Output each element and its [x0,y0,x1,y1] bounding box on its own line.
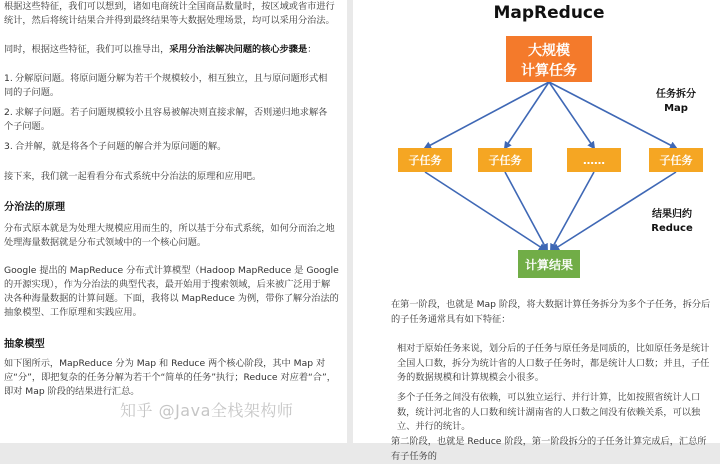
section-heading-principle: 分治法的原理 [4,202,66,213]
section-heading-model: 抽象模型 [4,339,45,350]
step-text: 分解原问题。将原问题分解为若干个规模较小，相互独立，且与原问题形式相同的子问题。 [4,73,328,98]
paragraph-model: 如下图所示，MapReduce 分为 Map 和 Reduce 两个核心阶段，其中 Map 对应“分”，即把复杂的任务分解为若干个“简单的任务”执行；Reduce 对应着“合”，即对 Map 阶段的结果进行汇总。 [4,358,336,397]
paragraph-map-phase: 在第一阶段，也就是 Map 阶段，将大数据计算任务拆分为多个子任务，拆分后的子任务通常具有如下特征： [391,299,711,325]
right-article-page [353,0,720,462]
split-arrow-1 [425,82,549,148]
mapreduce-diagram [353,0,720,290]
subtask-node-1 [398,148,452,172]
result-label: 计算结果 [524,258,574,272]
step-number: 2. [4,107,13,118]
subtask-label: 子任务 [488,154,522,167]
core-steps-suffix: ： [307,44,317,55]
subtask-label: 子任务 [659,154,693,167]
paragraph-distributed: 分布式原本就是为处理大规模应用而生的，所以基于分布式系统，如何分而治之地处理海量数据就是分布式领域中的一个核心问题。 [4,223,335,248]
step-number: 3. [4,141,13,152]
paragraph-reduce-phase: 第二阶段，也就是 Reduce 阶段，第一阶段拆分的子任务计算完成后，汇总所有子任务的 [391,436,707,462]
subtask-node-4 [649,148,703,172]
paragraph-next: 接下来，我们就一起看看分布式系统中分治法的原理和应用吧。 [4,171,262,182]
reduce-label: Reduce [651,223,693,234]
paragraph-intro: 根据这些特征，我们可以想到，诸如电商统计全国商品数量时，按区域或省市进行统计，然后将统计结果合并得到最终结果等大数据处理场景，均可以采用分治法。 [4,1,335,26]
split-arrows [425,82,676,148]
core-steps-bold: 采用分治法解决问题的核心步骤是 [169,44,308,55]
split-arrow-2 [505,82,549,148]
diagram-title: MapReduce [493,3,605,23]
map-label: Map [664,103,688,114]
step-text: 求解子问题。若子问题规模较小且容易被解决则直接求解，否则递归地求解各个子问题。 [4,107,328,132]
list-item-step-3 [4,140,334,154]
left-article-page [0,0,347,443]
list-item-step-2 [4,106,334,134]
watermark: 知乎 @Java全栈架构师 [120,401,294,420]
subtask-label: 子任务 [408,154,442,167]
merge-arrow-1 [425,172,545,250]
step-number: 1. [4,73,13,84]
paragraph-mapreduce: Google 提出的 MapReduce 分布式计算模型（Hadoop MapReduce 是 Google 的开源实现），作为分治法的典型代表，最开始用于搜索领域，后来被广泛用于解决各种海量数据的计算问题。下面，我将以 MapReduce 为例，带你了解分治法的抽象模型、工作原理和实践应用。 [4,265,339,318]
subtask-node-3 [567,148,621,172]
paragraph-core-steps [4,43,339,57]
subtask-node-2 [478,148,532,172]
subtask-label: …… [583,154,605,167]
core-steps-prefix: 同时，根据这些特征，我们可以推导出， [4,44,170,55]
split-label: 任务拆分 [656,89,696,100]
root-task-label-1: 大规模 [528,43,570,59]
merge-label: 结果归约 [652,209,692,220]
root-task-label-2: 计算任务 [521,63,577,79]
merge-arrows [425,172,676,250]
quote-homogeneous: 相对于原始任务来说，划分后的子任务与原任务是同质的，比如原任务是统计全国人口数，拆分为统计省的人口数子任务时，都是统计人口数；并且，子任务的数据规模和计算规模会小很多。 [397,343,710,383]
step-text: 合并解，就是将各个子问题的解合并为原问题的解。 [15,141,227,152]
list-item-step-1 [4,72,334,100]
split-arrow-3 [549,82,594,148]
quote-independent: 多个子任务之间没有依赖，可以独立运行、并行计算，比如按照省统计人口数，统计河北省的人口数和统计湖南省的人口数之间没有依赖关系，可以独立、并行的统计。 [397,392,701,432]
